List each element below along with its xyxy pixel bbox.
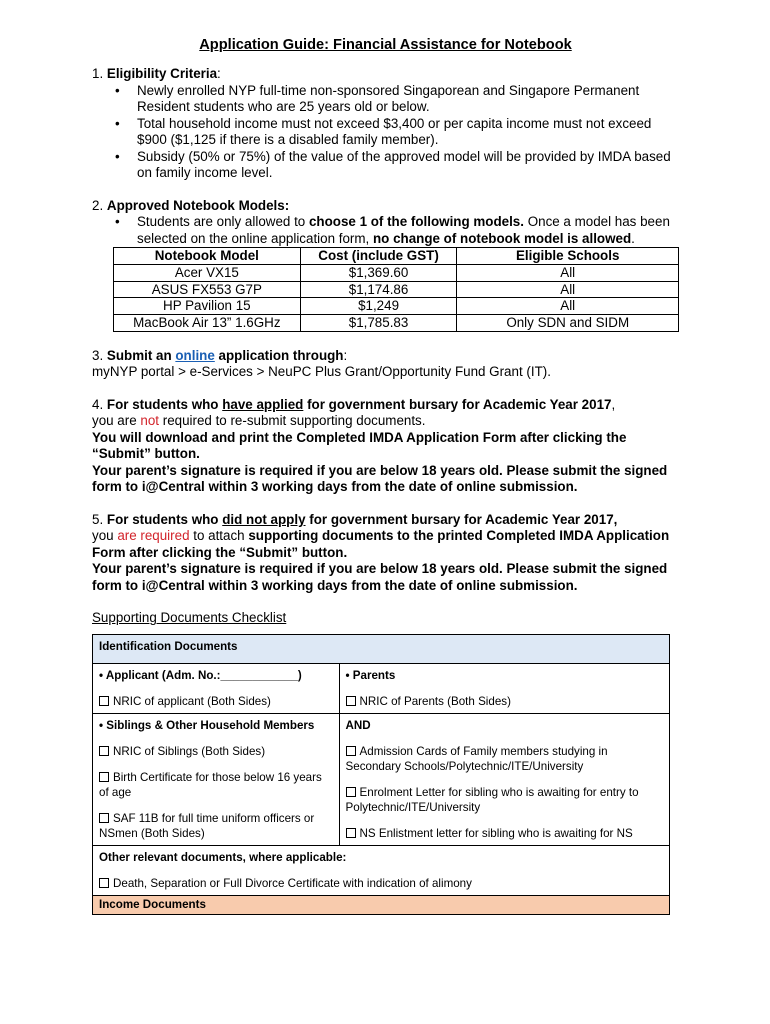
table-row <box>114 264 679 281</box>
table-cell: ASUS FX553 G7P <box>114 281 301 298</box>
parents-label: • Parents <box>345 668 396 682</box>
checklist-item[interactable]: Death, Separation or Full Divorce Certificate with indication of alimony <box>99 876 663 891</box>
checkbox-icon[interactable] <box>346 746 356 756</box>
page-title: Application Guide: Financial Assistance for Notebook <box>199 37 572 53</box>
table-row <box>114 315 679 332</box>
applicant-label: • Applicant (Adm. No.:____________) <box>99 668 302 682</box>
document-page <box>92 36 679 915</box>
section-number: 2. <box>92 197 104 213</box>
section-number: 5. <box>92 511 104 527</box>
table-cell: $1,369.60 <box>300 264 457 281</box>
table-row <box>114 281 679 298</box>
portal-path: myNYP portal > e-Services > NeuPC Plus Grant/Opportunity Fund Grant (IT). <box>92 364 551 380</box>
list-item: • Newly enrolled NYP full-time non-sponsored Singaporean and Singapore Permanent Resident students who are 25 years old or below. <box>137 83 679 116</box>
checklist-item[interactable]: NS Enlistment letter for sibling who is awaiting for NS <box>346 826 663 841</box>
checkbox-icon[interactable] <box>99 813 109 823</box>
checklist-item[interactable]: Birth Certificate for those below 16 years of age <box>99 770 322 799</box>
table-cell: MacBook Air 13” 1.6GHz <box>114 315 301 332</box>
and-label: AND <box>345 718 371 732</box>
checkbox-icon[interactable] <box>99 696 109 706</box>
section-heading: Approved Notebook Models: <box>106 197 290 213</box>
table-cell: All <box>457 264 679 281</box>
checklist-item[interactable]: Enrolment Letter for sibling who is awaiting for entry to Polytechnic/ITE/University <box>345 785 639 814</box>
table-cell: All <box>457 281 679 298</box>
checkbox-icon[interactable] <box>99 878 109 888</box>
table-cell: All <box>457 298 679 315</box>
checklist-title: Supporting Documents Checklist <box>92 610 287 626</box>
checklist-item[interactable]: Admission Cards of Family members studying in Secondary Schools/Polytechnic/ITE/University <box>345 744 608 773</box>
section-heading: Eligibility Criteria <box>106 66 218 81</box>
checklist-item[interactable]: NRIC of Siblings (Both Sides) <box>99 744 333 759</box>
table-cell: Only SDN and SIDM <box>457 315 679 332</box>
list-item: • Subsidy (50% or 75%) of the value of the approved model will be provided by IMDA based on family income level. <box>137 149 679 182</box>
table-row <box>114 298 679 315</box>
section-submit-online: 3. Submit an online application through: myNYP portal > e-Services > NeuPC Plus Grant/Opportunity Fund Grant (IT). <box>92 348 679 381</box>
section-applied-bursary: 4. For students who have applied for government bursary for Academic Year 2017, you are not required to re-submit supporting documents. You will download and print the Completed IMDA Application Form after clicking the “Submit” button. Your parent’s signature is required if you are below 18 years old. Please submit the signed form to i@Central within 3 working days from the date of online submission. <box>92 396 668 495</box>
checkbox-icon[interactable] <box>346 696 356 706</box>
checklist-item[interactable]: NRIC of applicant (Both Sides) <box>99 694 333 709</box>
section-approved-models <box>92 198 679 332</box>
table-header-row <box>114 248 679 265</box>
section-number: 1. <box>92 66 104 81</box>
checkbox-icon[interactable] <box>99 772 109 782</box>
online-link[interactable]: online <box>175 347 215 363</box>
section-number: 3. <box>92 347 104 363</box>
table-cell: $1,249 <box>300 298 457 315</box>
table-cell: $1,785.83 <box>300 315 457 332</box>
table-cell: $1,174.86 <box>300 281 457 298</box>
income-documents-header: Income Documents <box>93 895 670 914</box>
checkbox-icon[interactable] <box>346 787 356 797</box>
checklist-item[interactable]: NRIC of Parents (Both Sides) <box>346 694 663 709</box>
table-cell: Acer VX15 <box>114 264 301 281</box>
identification-documents-header: Identification Documents <box>93 634 670 663</box>
supporting-documents-table <box>92 634 670 915</box>
table-cell: HP Pavilion 15 <box>114 298 301 315</box>
column-header: Cost (include GST) <box>300 248 457 265</box>
checklist-item[interactable]: SAF 11B for full time uniform officers or NSmen (Both Sides) <box>99 811 315 840</box>
list-item: • Students are only allowed to choose 1 of the following models. Once a model has been selected on the online application form, no change of notebook model is allowed. <box>137 214 679 247</box>
eligibility-list <box>92 83 679 182</box>
section-eligibility: 1. Eligibility Criteria: • Newly enrolled NYP full-time non-sponsored Singaporean and Singapore Permanent Resident students who are 25 years old or below. • Total household income must not exceed $3,400 or per capita income must not exceed $900 ($1,125 if there is a disabled family member). • Subsidy (50% or 75%) of the value of the approved model will be provided by IMDA based on family income level. <box>92 66 679 182</box>
section-number: 4. <box>92 396 104 412</box>
list-item: • Total household income must not exceed $3,400 or per capita income must not exceed $900 ($1,125 if there is a disabled family member). <box>137 116 679 149</box>
column-header: Notebook Model <box>114 248 301 265</box>
notebook-models-table <box>113 247 679 332</box>
checkbox-icon[interactable] <box>346 828 356 838</box>
section-not-applied-bursary: 5. For students who did not apply for government bursary for Academic Year 2017, you are required to attach supporting documents to the printed Completed IMDA Application Form after clicking the “Submit” button. Your parent’s signature is required if you are below 18 years old. Please submit the signed form to i@Central within 3 working days from the date of online submission. <box>92 511 670 593</box>
column-header: Eligible Schools <box>457 248 679 265</box>
checkbox-icon[interactable] <box>99 746 109 756</box>
other-documents-heading: Other relevant documents, where applicable: <box>99 850 347 864</box>
siblings-label: • Siblings & Other Household Members <box>99 718 315 732</box>
